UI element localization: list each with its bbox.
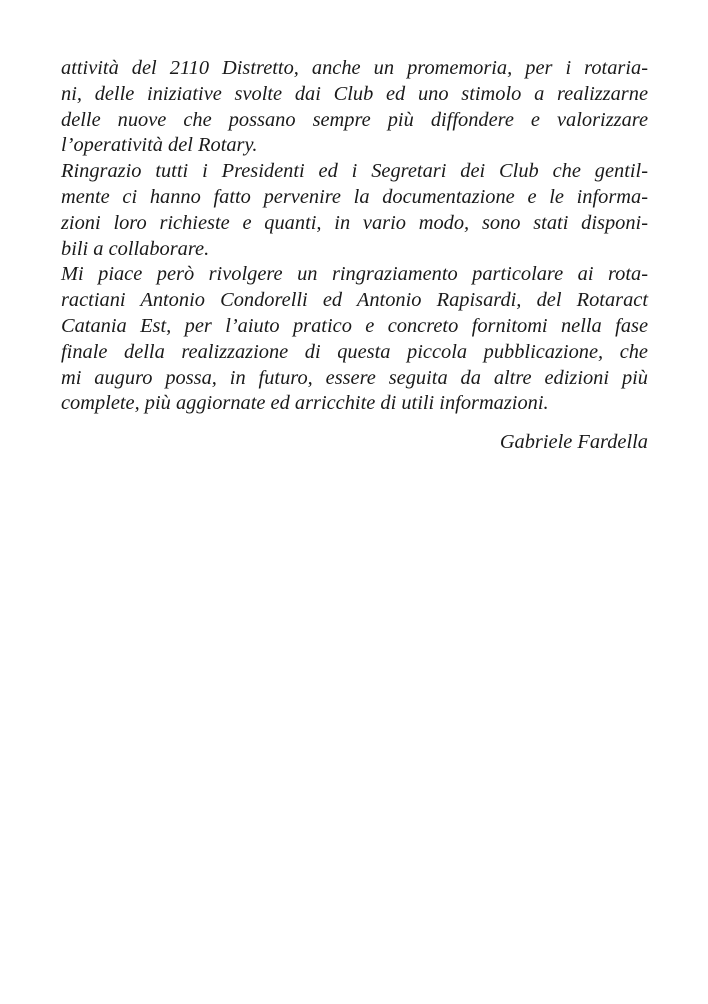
text-line: ractiani Antonio Condorelli ed Antonio Rapisardi, del Rotaract bbox=[61, 289, 648, 312]
text-line: Mi piace però rivolgere un ringraziamento particolare ai rota- bbox=[61, 263, 648, 286]
text-line: complete, più aggiornate ed arricchite di utili informazioni. bbox=[61, 392, 549, 415]
text-line: Ringrazio tutti i Presidenti ed i Segretari dei Club che gentil- bbox=[61, 160, 648, 183]
text-line: zioni loro richieste e quanti, in vario modo, sono stati disponi- bbox=[61, 211, 648, 234]
paragraph bbox=[61, 56, 648, 159]
paragraph bbox=[61, 159, 648, 262]
text-line: finale della realizzazione di questa piccola pubblicazione, che bbox=[61, 340, 648, 363]
text-line: bili a collaborare. bbox=[61, 237, 210, 260]
text-line: mente ci hanno fatto pervenire la documentazione e le informa- bbox=[61, 185, 648, 208]
text-line: l’operatività del Rotary. bbox=[61, 134, 258, 157]
text-line: delle nuove che possano sempre più diffondere e valorizzare bbox=[61, 108, 648, 131]
text-line: ni, delle iniziative svolte dai Club ed uno stimolo a realizzarne bbox=[61, 82, 648, 105]
body-text bbox=[61, 56, 648, 417]
paragraph bbox=[61, 262, 648, 417]
text-line: Catania Est, per l’aiuto pratico e concreto fornitomi nella fase bbox=[61, 314, 648, 337]
signature: Gabriele Fardella bbox=[499, 431, 648, 453]
text-line: mi auguro possa, in futuro, essere seguita da altre edizioni più bbox=[61, 366, 648, 389]
text-line: attività del 2110 Distretto, anche un promemoria, per i rotaria- bbox=[61, 57, 648, 79]
